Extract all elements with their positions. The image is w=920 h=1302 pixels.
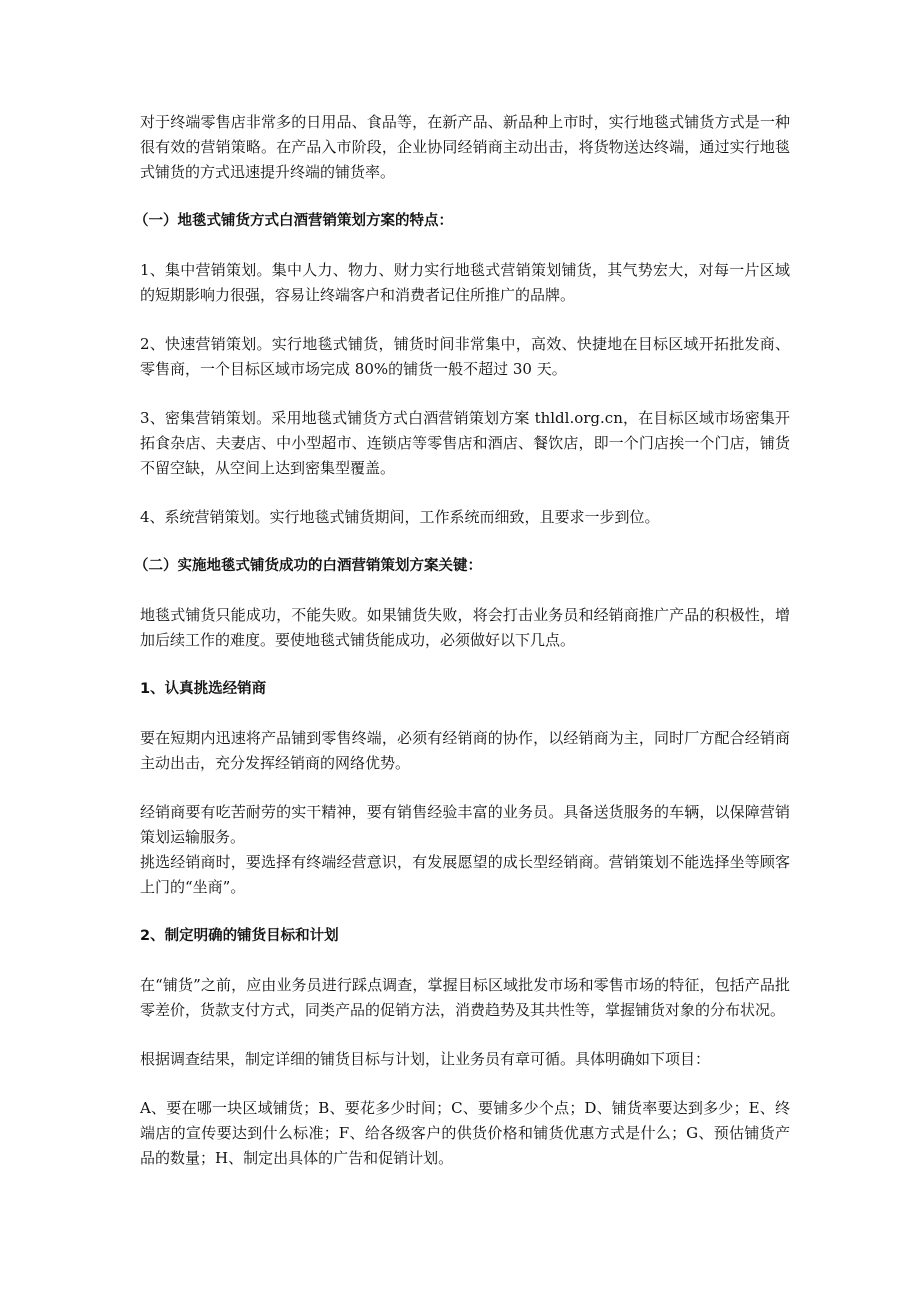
- distributor-paragraph-2: 经销商要有吃苦耐劳的实干精神，要有销售经验丰富的业务员。具备送货服务的车辆，以保障营销策划运输服务。: [140, 803, 790, 846]
- feature-item-4: 4、系统营销策划。实行地毯式铺货期间，工作系统而细致，且要求一步到位。: [140, 508, 660, 526]
- document-body: [134, 110, 790, 1195]
- section-heading-features: （一）地毯式铺货方式白酒营销策划方案的特点：: [134, 213, 453, 229]
- section-heading-keys: （二）实施地毯式铺货成功的白酒营销策划方案关键：: [134, 558, 482, 574]
- subheading-goals-plan: 2、制定明确的铺货目标和计划: [140, 928, 339, 944]
- goals-paragraph-1: 在“铺货”之前，应由业务员进行踩点调查，掌握目标区域批发市场和零售市场的特征，包括产品批零差价，货款支付方式，同类产品的促销方法，消费趋势及其共性等，掌握铺货对象的分布状况。: [140, 976, 790, 1019]
- goals-items-paragraph: A、要在哪一块区域铺货；B、要花多少时间；C、要铺多少个点；D、铺货率要达到多少；E、终端店的宣传要达到什么标准；F、给各级客户的供货价格和铺货优惠方式是什么；G、预估铺货产品的数量；H、制定出具体的广告和促销计划。: [140, 1099, 790, 1167]
- feature-item-2: 2、快速营销策划。实行地毯式铺货，铺货时间非常集中，高效、快捷地在目标区域开拓批发商、零售商，一个目标区域市场完成 80%的铺货一般不超过 30 天。: [140, 335, 790, 378]
- feature-item-1: 1、集中营销策划。集中人力、物力、财力实行地毯式营销策划铺货，其气势宏大，对每一片区域的短期影响力很强，容易让终端客户和消费者记住所推广的品牌。: [140, 261, 790, 304]
- subheading-select-distributor: 1、认真挑选经销商: [140, 681, 267, 697]
- distributor-paragraph-3: 挑选经销商时，要选择有终端经营意识，有发展愿望的成长型经销商。营销策划不能选择坐等顾客上门的“坐商”。: [140, 853, 790, 896]
- intro-paragraph: 对于终端零售店非常多的日用品、食品等，在新产品、新品种上市时，实行地毯式铺货方式是一种很有效的营销策略。在产品入市阶段，企业协同经销商主动出击，将货物送达终端，通过实行地毯式铺货的方式迅速提升终端的铺货率。: [140, 113, 790, 181]
- distributor-paragraph-1: 要在短期内迅速将产品铺到零售终端，必须有经销商的协作，以经销商为主，同时厂方配合经销商主动出击，充分发挥经销商的网络优势。: [140, 729, 790, 772]
- goals-paragraph-2: 根据调查结果，制定详细的铺货目标与计划，让业务员有章可循。具体明确如下项目：: [140, 1050, 711, 1068]
- keys-intro-paragraph: 地毯式铺货只能成功，不能失败。如果铺货失败，将会打击业务员和经销商推广产品的积极性，增加后续工作的难度。要使地毯式铺货能成功，必须做好以下几点。: [140, 606, 790, 649]
- feature-item-3: 3、密集营销策划。采用地毯式铺货方式白酒营销策划方案 thldl.org.cn，在目标区域市场密集开拓食杂店、夫妻店、中小型超市、连锁店等零售店和酒店、餐饮店，即一个门店挨一个门店，铺货不留空缺，从空间上达到密集型覆盖。: [140, 409, 790, 477]
